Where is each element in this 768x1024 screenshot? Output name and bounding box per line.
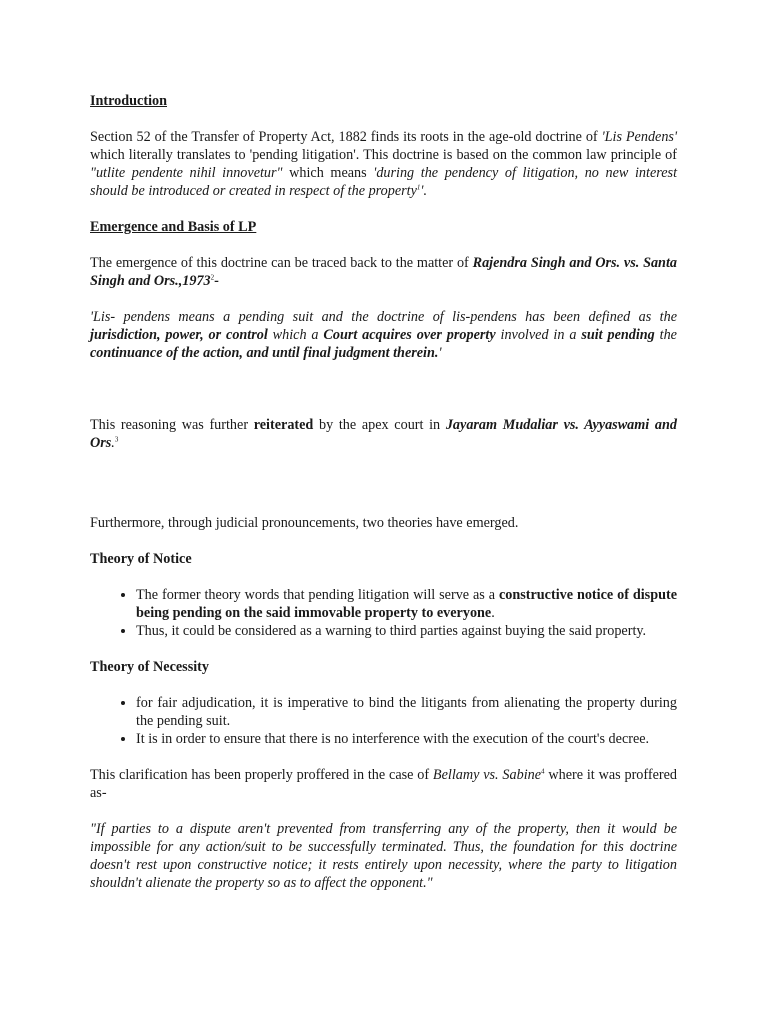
footnote-marker-1[interactable]: 1	[416, 183, 421, 192]
necessity-bullet-2	[136, 730, 677, 748]
quote-text-1: 'Lis- pendens means a pending suit and the doctrine of lis-pendens has been defined as the	[90, 309, 677, 325]
introduction-heading: Introduction	[90, 93, 167, 109]
quote-text-5: '	[438, 345, 442, 361]
notice-bullet-2	[136, 622, 677, 640]
notice-bullet-1-bold: constructive notice of dispute being pending on the said immovable property to everyone	[136, 587, 677, 621]
lis-pendens-quote	[90, 308, 677, 362]
emergence-text: The emergence of this doctrine can be traced back to the matter of	[90, 255, 473, 271]
footnote-marker-2[interactable]: 2	[210, 273, 215, 282]
intro-meaning-end: '.	[420, 183, 427, 199]
case-jayaram-dot: .	[111, 435, 115, 451]
intro-latin-maxim: "utlite pendente nihil innovetur"	[90, 165, 283, 181]
footnote-marker-4[interactable]: 4	[541, 767, 545, 776]
quote-suit-pending: suit pending	[581, 327, 655, 343]
quote-text-4: the	[654, 327, 677, 343]
reiteration-text-1: This reasoning was further	[90, 417, 254, 433]
notice-bullet-1-end: .	[491, 605, 495, 621]
necessity-bullet-1-text: for fair adjudication, it is imperative to bind the litigants from alienating the property during the pending suit.	[136, 695, 677, 729]
emergence-paragraph	[90, 254, 677, 290]
emergence-heading: Emergence and Basis of LP	[90, 219, 257, 235]
case-rajendra-singh: Rajendra Singh and Ors. vs. Santa Singh and Ors.,1973	[90, 255, 677, 289]
necessity-bullet-list	[90, 694, 677, 748]
clarification-text-1: This clarification has been properly proffered in the case of	[90, 767, 433, 783]
intro-text-1: Section 52 of the Transfer of Property Act, 1882 finds its roots in the age-old doctrine of	[90, 129, 602, 145]
document-page	[90, 92, 677, 892]
notice-bullet-1-text: The former theory words that pending litigation will serve as a	[136, 587, 499, 603]
theory-of-necessity-heading: Theory of Necessity	[90, 659, 209, 675]
theory-of-notice-heading: Theory of Notice	[90, 551, 192, 567]
intro-text-3: which means	[282, 165, 374, 181]
quote-text-2: which a	[267, 327, 324, 343]
clarification-text-2: where it was proffered as-	[90, 767, 677, 801]
reiteration-paragraph	[90, 416, 677, 452]
intro-text-2: which literally translates to 'pending litigation'. This doctrine is based on the common law principle of	[90, 147, 677, 163]
introduction-paragraph	[90, 128, 677, 200]
quote-continuance: continuance of the action, and until final judgment therein.	[90, 345, 439, 361]
footnote-marker-3[interactable]: 3	[114, 435, 119, 444]
bellamy-quote	[90, 820, 677, 892]
reiteration-text-2: by the apex court in	[313, 417, 446, 433]
necessity-bullet-1	[136, 694, 677, 730]
reiterated-word: reiterated	[253, 417, 314, 433]
notice-bullet-2-text: Thus, it could be considered as a warning to third parties against buying the said property.	[136, 623, 647, 639]
notice-bullet-1	[136, 586, 677, 622]
theories-intro-paragraph: Furthermore, through judicial pronouncements, two theories have emerged.	[90, 515, 519, 531]
case-jayaram-mudaliar: Jayaram Mudaliar vs. Ayyaswami and Ors	[90, 417, 677, 451]
notice-bullet-list	[90, 586, 677, 640]
case-bellamy-sabine: Bellamy vs. Sabine	[432, 767, 542, 783]
intro-meaning-text: 'during the pendency of litigation, no new interest should be introduced or created in respect of the property	[90, 165, 678, 199]
necessity-bullet-2-text: It is in order to ensure that there is no interference with the execution of the court's decree.	[136, 731, 650, 747]
quote-text-3: involved in a	[495, 327, 582, 343]
emergence-dash: -	[214, 273, 219, 289]
quote-court-acquires: Court acquires over property	[323, 327, 496, 343]
quote-jurisdiction: jurisdiction, power, or control	[90, 327, 268, 343]
clarification-paragraph	[90, 766, 677, 802]
intro-lis-pendens: 'Lis Pendens'	[601, 129, 677, 145]
bellamy-quote-text: "If parties to a dispute aren't prevented from transferring any of the property, then it would be impossible for any action/suit to be successfully terminated. Thus, the foundation for this doctrine doesn't rest upon constructive notice; it rests entirely upon necessity, where the party to litigation shouldn't alienate the property so as to affect the opponent."	[90, 821, 677, 891]
